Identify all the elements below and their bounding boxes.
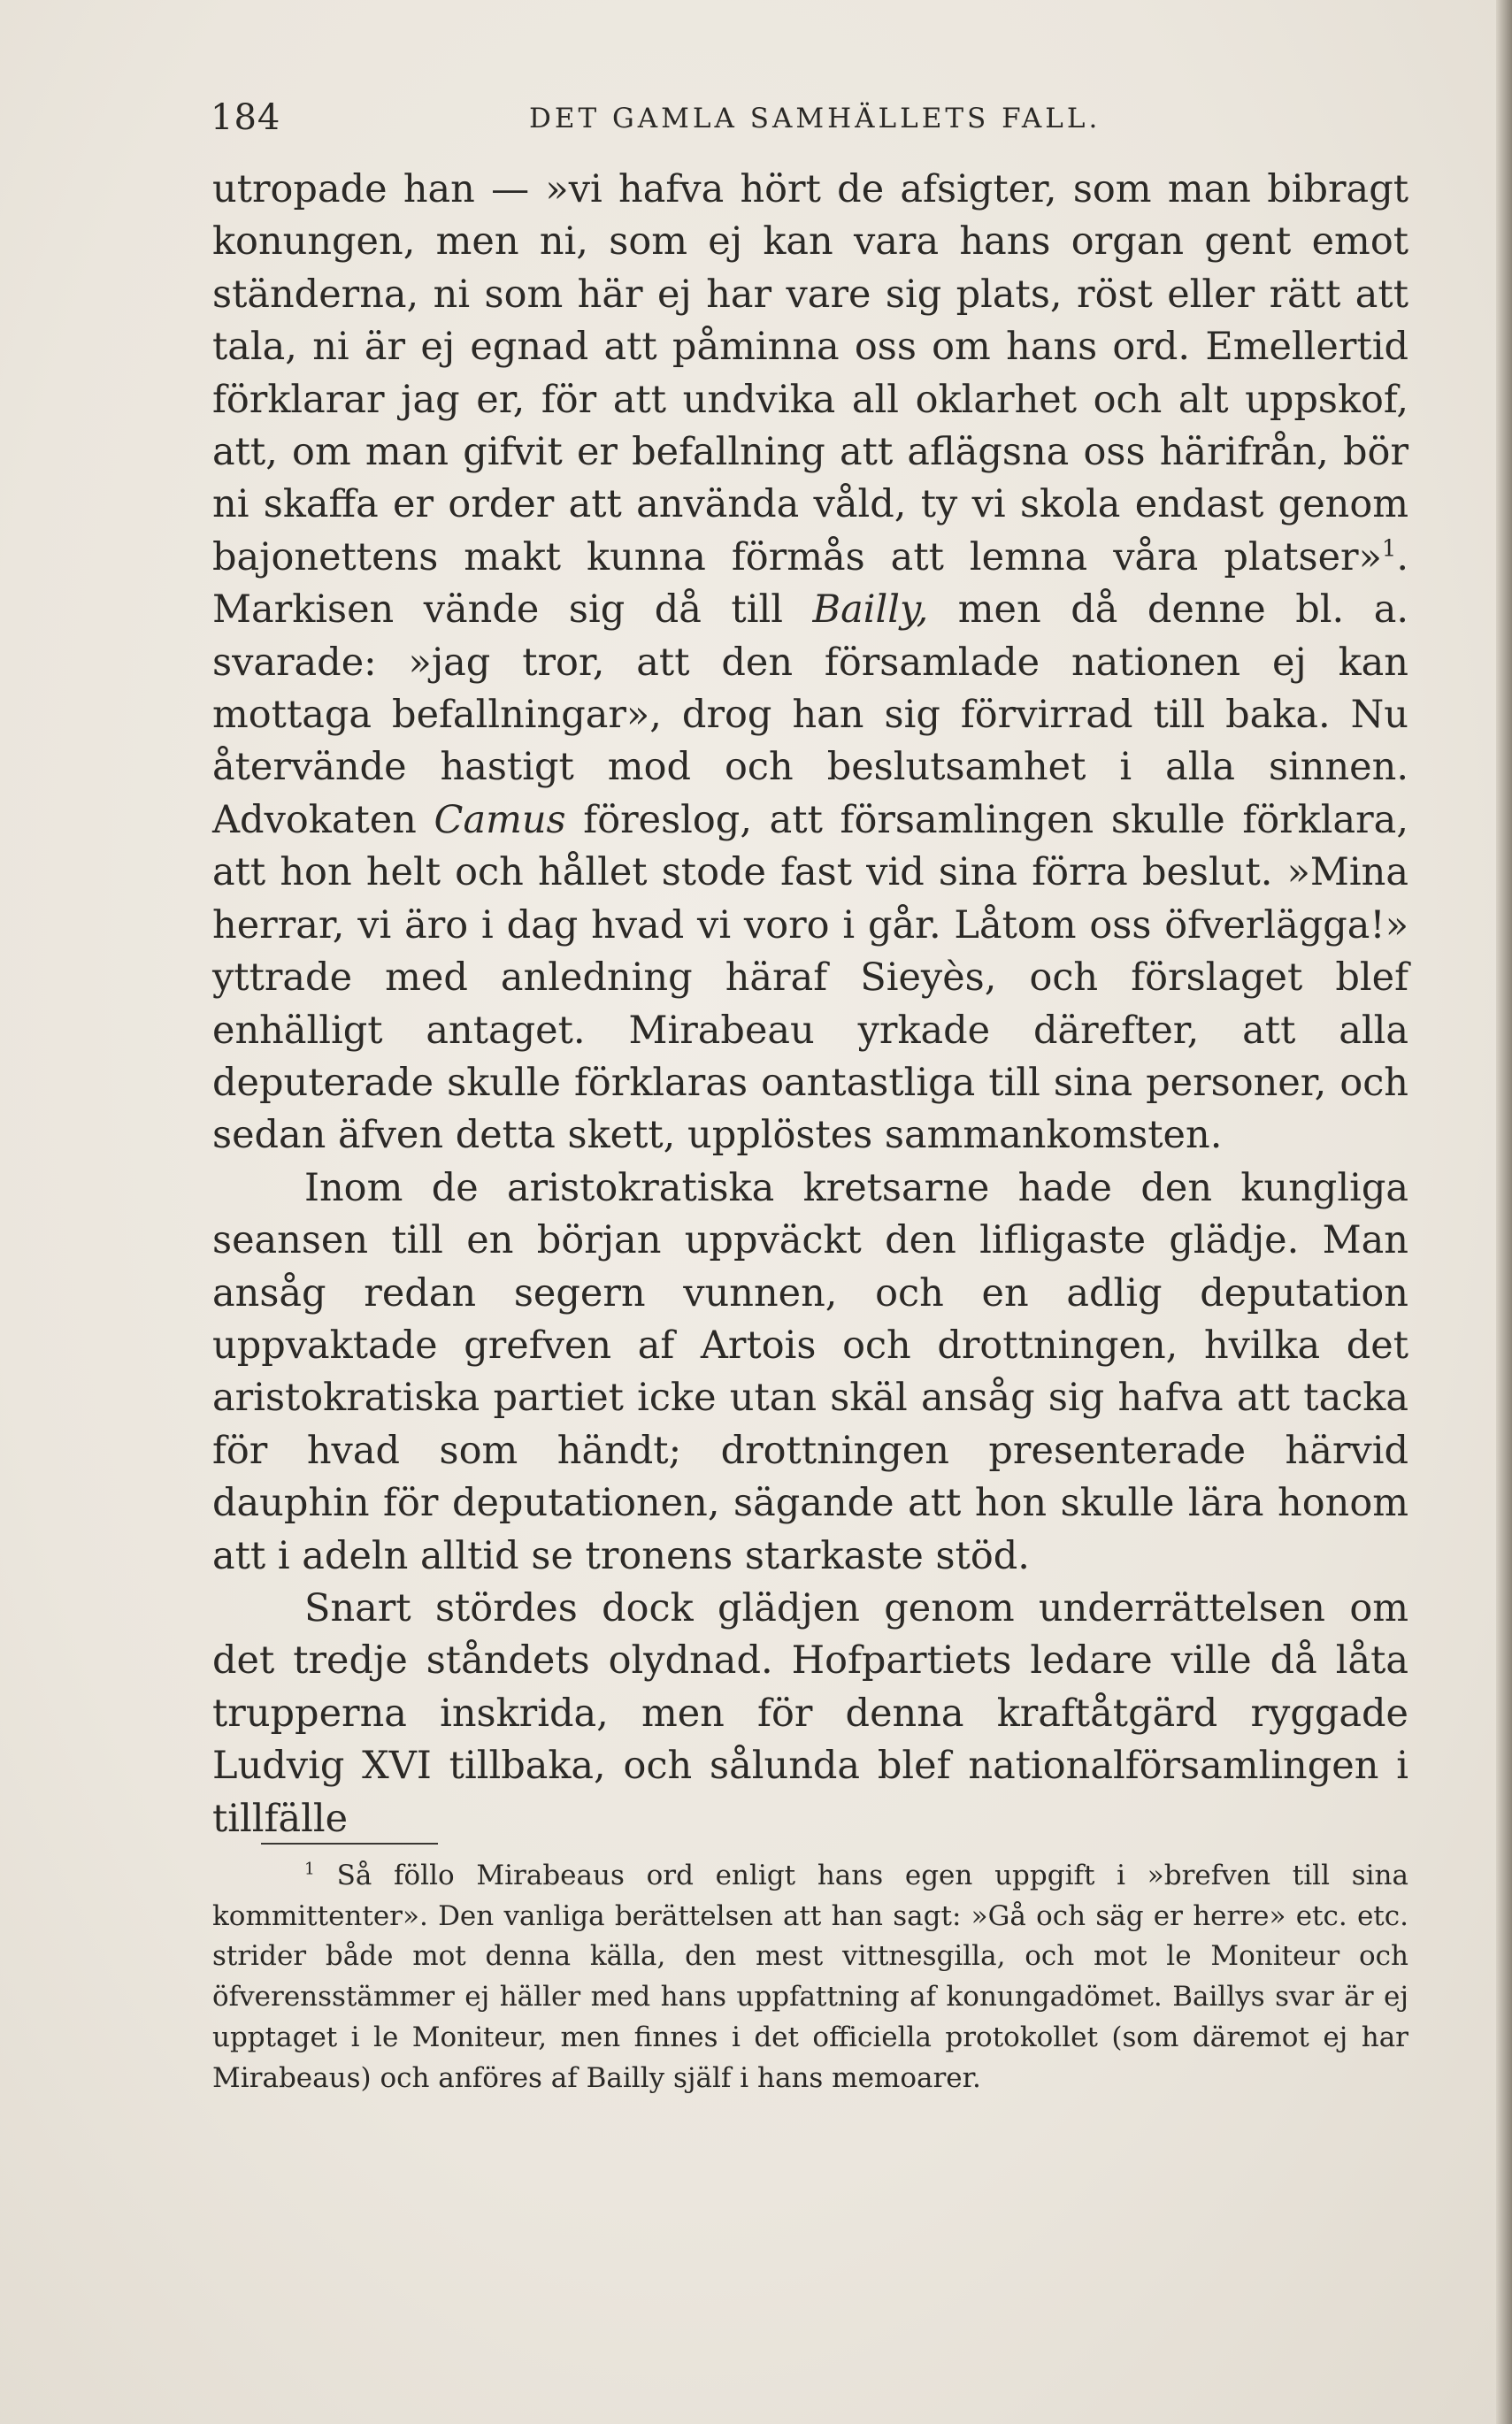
name-camus: Camus <box>434 797 566 842</box>
paragraph-1 <box>212 164 1408 1162</box>
footnote-divider <box>261 1843 438 1845</box>
running-head: DET GAMLA SAMHÄLLETS FALL. <box>529 103 1101 134</box>
page-header <box>211 97 1409 150</box>
page-number: 184 <box>211 97 281 138</box>
main-text <box>212 164 1408 1845</box>
footnote-reference: 1 <box>1381 535 1397 563</box>
paragraph-1-text-c: men då denne bl. a. svarade: »jag tror, att den församlade nationen ej kan mottaga befallningar», drog han sig förvirrad till baka. Nu återvände hastigt mod och beslutsamhet i alla sinnen. Advokaten <box>212 587 1408 842</box>
paragraph-1-text-d: föreslog, att församlingen skulle förklara, att hon helt och hållet stode fast vid sina förra beslut. »Mina herrar, vi äro i dag hvad vi voro i går. Låtom oss öfverlägga!» yttrade med anledning häraf Sieyès, och förslaget blef enhälligt antaget. Mirabeau yrkade därefter, att alla deputerade skulle förklaras oantastliga till sina personer, och sedan äfven detta skett, upplöstes sammankomsten. <box>212 797 1408 1158</box>
footnotes <box>212 1856 1408 2098</box>
paragraph-3: Snart stördes dock glädjen genom underrättelsen om det tredje ståndets olydnad. Hofpartiets ledare ville då låta trupperna inskrida, men för denna kraftåtgärd ryggade Ludvig XVI tillbaka, och sålunda blef nationalförsamlingen i tillfälle <box>212 1585 1408 1841</box>
name-bailly: Bailly, <box>812 587 929 633</box>
paragraph-1-text-a: utropade han — »vi hafva hört de afsigter, som man bibragt konungen, men ni, som ej kan vara hans organ gent emot ständerna, ni som här ej har vare sig plats, röst eller rätt att tala, ni är ej egnad att påminna oss om hans ord. Emellertid förklarar jag er, för att undvika all oklarhet och alt uppskof, att, om man gifvit er befallning att aflägsna oss härifrån, bör ni skaffa er order att använda våld, ty vi skola endast genom bajonettens makt kunna förmås att lemna våra platser» <box>212 167 1408 579</box>
footnote-marker: 1 <box>304 1860 315 1879</box>
paragraph-1-text-b: . Markisen vände sig då till <box>212 534 1408 633</box>
footnote-1-text: Så föllo Mirabeaus ord enligt hans egen uppgift i »brefven till sina kommittenter». Den vanliga berättelsen att han sagt: »Gå och säg er herre» etc. etc. strider både mot denna källa, den mest vittnesgilla, och mot le Moniteur och öfverensstämmer ej häller med hans uppfattning af konungadömet. Baillys svar är ej upptaget i le Moniteur, men finnes i det officiella protokollet (som däremot ej har Mirabeaus) och anföres af Bailly själf i hans memoarer. <box>212 1860 1408 2094</box>
page-edge-shadow <box>1496 0 1512 2424</box>
footnote-1 <box>212 1856 1408 2098</box>
paragraph-2: Inom de aristokratiska kretsarne hade den kungliga seansen till en början uppväckt den lifligaste glädje. Man ansåg redan segern vunnen, och en adlig deputation uppvaktade grefven af Artois och drottningen, hvilka det aristokratiska partiet icke utan skäl ansåg sig hafva att tacka för hvad som händt; drottningen presenterade härvid dauphin för deputationen, sägande att hon skulle lära honom att i adeln alltid se tronens starkaste stöd. <box>212 1165 1408 1578</box>
